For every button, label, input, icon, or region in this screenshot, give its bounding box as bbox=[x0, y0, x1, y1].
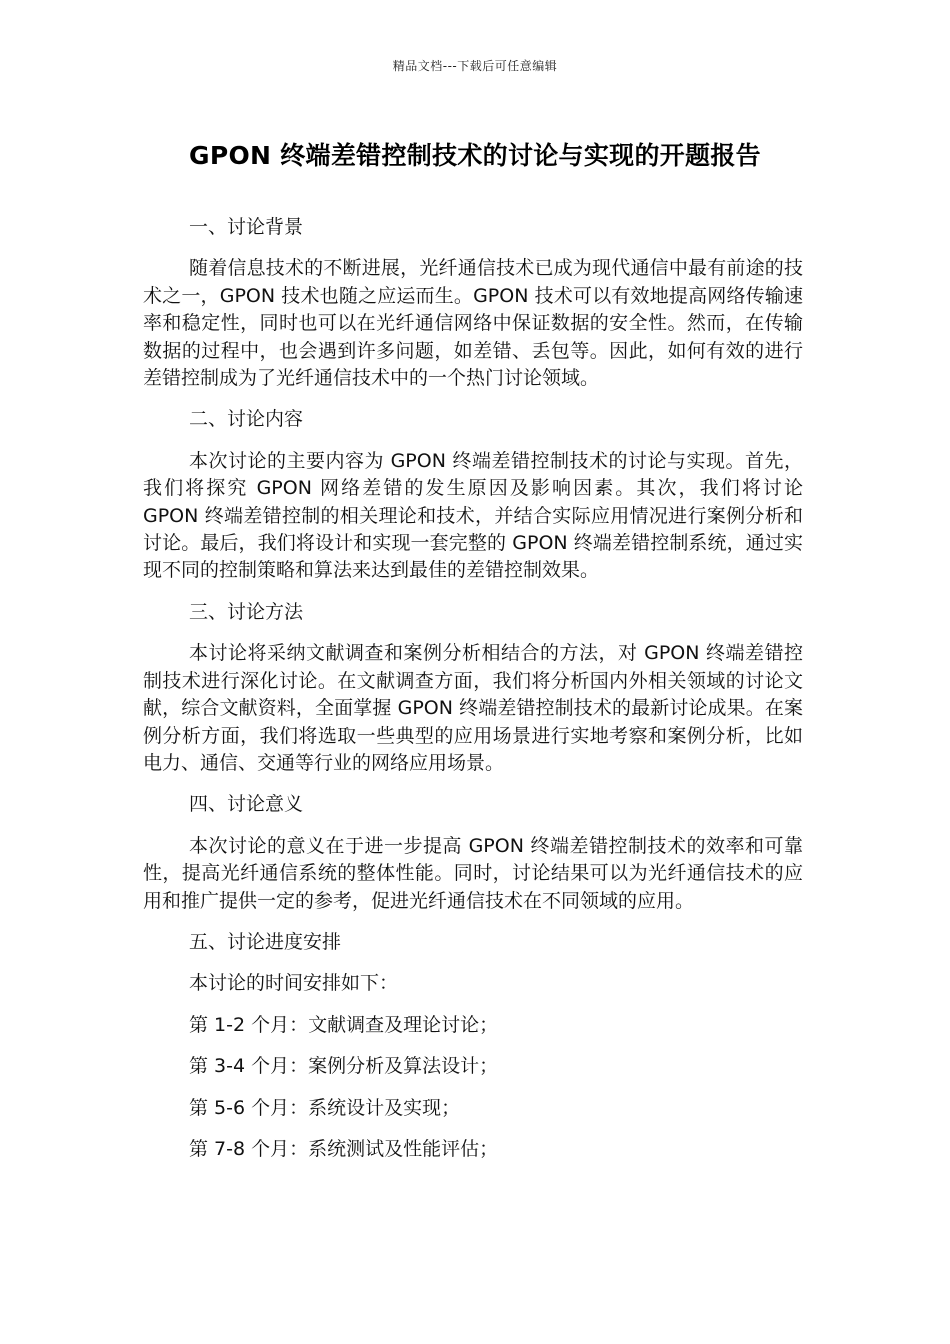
schedule-item: 第 3-4 个月：案例分析及算法设计； bbox=[189, 1055, 499, 1078]
section-paragraph-content: 本次讨论的主要内容为 GPON 终端差错控制技术的讨论与实现。首先，我们将探究 GPON 网络差错的发生原因及影响因素。其次，我们将讨论 GPON 终端差错控制的相关理论和技术，并结合实际应用情况进行案例分析和讨论。最后，我们将设计和实现一套完整的 GPON 终端差错控制系统，通过实现不同的控制策略和算法来达到最佳的差错控制效果。 bbox=[143, 449, 803, 582]
section-paragraph-method: 本讨论将采纳文献调查和案例分析相结合的方法，对 GPON 终端差错控制技术进行深化讨论。在文献调查方面，我们将分析国内外相关领域的讨论文献，综合文献资料，全面掌握 GPON 终端差错控制技术的最新讨论成果。在案例分析方面，我们将选取一些典型的应用场景进行实地考察和案例分析，比如电力、通信、交通等行业的网络应用场景。 bbox=[143, 642, 803, 774]
schedule-item: 第 1-2 个月：文献调查及理论讨论； bbox=[189, 1013, 499, 1036]
section-paragraph-significance: 本次讨论的意义在于进一步提高 GPON 终端差错控制技术的效率和可靠性，提高光纤通信系统的整体性能。同时，讨论结果可以为光纤通信技术的应用和推广提供一定的参考，促进光纤通信技术在不同领域的应用。 bbox=[143, 834, 803, 912]
section-heading-significance: 四、讨论意义 bbox=[189, 793, 304, 816]
schedule-item: 第 7-8 个月：系统测试及性能评估； bbox=[189, 1137, 499, 1160]
section-paragraph-schedule: 本讨论的时间安排如下： bbox=[189, 972, 399, 995]
schedule-item: 第 5-6 个月：系统设计及实现； bbox=[189, 1096, 461, 1119]
document-body bbox=[143, 214, 803, 1177]
section-heading-background: 一、讨论背景 bbox=[189, 216, 304, 238]
section-heading-method: 三、讨论方法 bbox=[189, 600, 304, 623]
section-paragraph-background: 随着信息技术的不断进展，光纤通信技术已成为现代通信中最有前途的技术之一，GPON 技术也随之应运而生。GPON 技术可以有效地提高网络传输速率和稳定性，同时也可以在光纤通信网络中保证数据的安全性。然而，在传输数据的过程中，也会遇到许多问题，如差错、丢包等。因此，如何有效的进行差错控制成为了光纤通信技术中的一个热门讨论领域。 bbox=[143, 257, 803, 390]
section-heading-content: 二、讨论内容 bbox=[189, 408, 304, 431]
document-title: GPON 终端差错控制技术的讨论与实现的开题报告 bbox=[189, 141, 761, 170]
section-heading-schedule: 五、讨论进度安排 bbox=[189, 930, 342, 953]
header-note: 精品文档---下载后可任意编辑 bbox=[392, 59, 558, 73]
